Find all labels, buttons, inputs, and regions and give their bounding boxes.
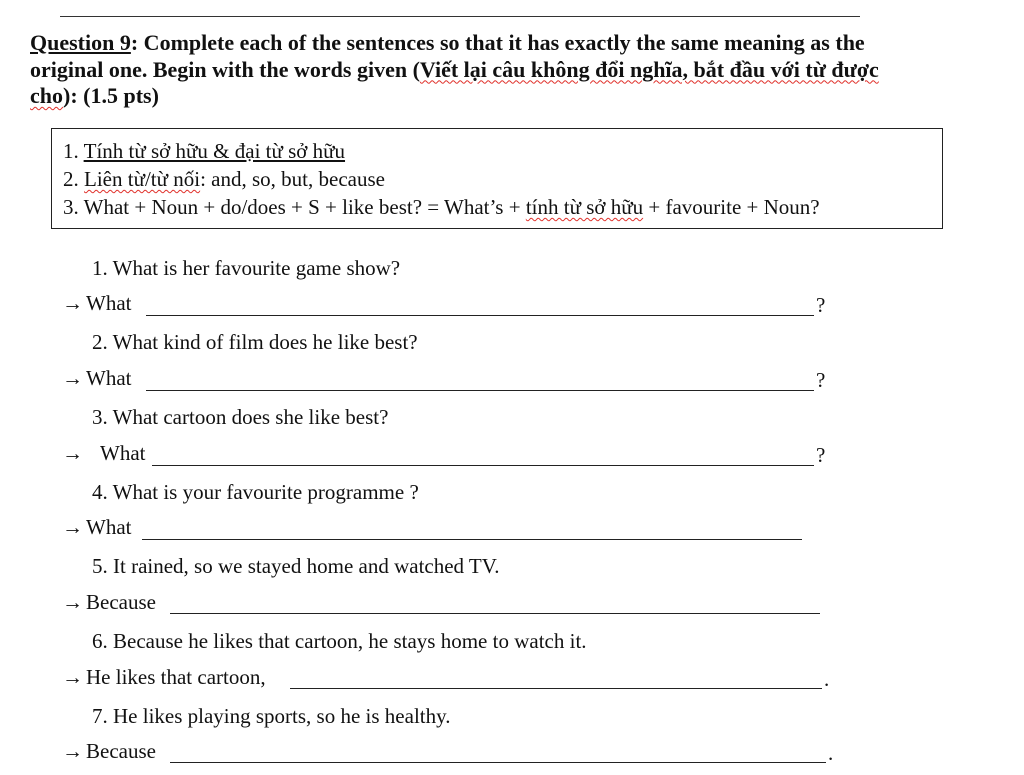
exercise-sentence: 2. What kind of film does he like best? [92, 330, 418, 354]
answer-line[interactable] [170, 613, 820, 614]
note-1 [63, 137, 942, 165]
note-2-rest: : and, so, but, because [200, 167, 385, 191]
arrow-right-icon: → [62, 590, 83, 614]
prompt-word: Because [86, 739, 156, 763]
prompt-word: What [86, 515, 132, 539]
answer-line[interactable] [170, 762, 826, 763]
prompt-word: Because [86, 590, 156, 614]
note-3 [63, 193, 942, 221]
arrow-right-icon: → [62, 739, 83, 763]
note-1-text: Tính từ sở hữu & đại từ sở hữu [83, 139, 346, 163]
answer-prompt [62, 290, 131, 316]
answer-prompt [62, 365, 131, 391]
answer-end-mark: . [824, 667, 830, 691]
answer-end-mark: ? [816, 293, 826, 317]
note-3-term: tính từ sở hữu [525, 195, 644, 219]
exercise-sentence: 6. Because he likes that cartoon, he stays home to watch it. [92, 629, 587, 653]
instruction-text: : Complete each of the sentences so that it has exactly the same meaning as the original one. Begin with the words given ( [30, 30, 865, 82]
prompt-word: He likes that cartoon, [86, 665, 266, 689]
exercise-sentence: 5. It rained, so we stayed home and watched TV. [92, 554, 500, 578]
vietnamese-instruction: Viết lại câu không đổi nghĩa, bắt đầu với từ được cho [30, 56, 879, 108]
answer-prompt [62, 589, 156, 615]
prompt-word: What [100, 441, 146, 465]
prompt-word: What [86, 366, 132, 390]
answer-prompt [62, 738, 156, 764]
answer-end-mark: ? [816, 368, 826, 392]
answer-line[interactable] [146, 315, 814, 316]
exercise-sentence: 4. What is your favourite programme ? [92, 480, 419, 504]
exercise-sentence: 7. He likes playing sports, so he is healthy. [92, 704, 451, 728]
note-2-number: 2. [63, 167, 84, 191]
answer-line[interactable] [146, 390, 814, 391]
answer-end-mark: ? [816, 443, 826, 467]
note-3-part-a: 3. What + Noun + do/does + S + like best? = What’s + [63, 195, 526, 219]
note-3-part-b: + favourite + Noun? [643, 195, 820, 219]
arrow-right-icon: → [62, 366, 83, 390]
answer-prompt [62, 514, 131, 540]
exercise-sentence: 1. What is her favourite game show? [92, 256, 401, 280]
arrow-right-icon: → [62, 441, 83, 465]
answer-end-mark: . [828, 741, 834, 765]
answer-line[interactable] [142, 539, 802, 540]
points-text: ): (1.5 pts) [63, 83, 159, 108]
prompt-word: What [86, 291, 132, 315]
question-label: Question 9 [30, 30, 131, 55]
exercise-sentence: 3. What cartoon does she like best? [92, 405, 389, 429]
note-2-term: Liên từ/từ nối [84, 167, 201, 191]
question-heading [30, 30, 930, 110]
answer-prompt [62, 440, 145, 466]
arrow-right-icon: → [62, 291, 83, 315]
note-2 [63, 165, 942, 193]
answer-line[interactable] [152, 465, 814, 466]
answer-line[interactable] [290, 688, 822, 689]
arrow-right-icon: → [62, 515, 83, 539]
grammar-notes-box [51, 128, 943, 229]
note-1-number: 1. [63, 139, 84, 163]
answer-prompt [62, 664, 266, 690]
top-rule [60, 16, 860, 17]
arrow-right-icon: → [62, 665, 83, 689]
